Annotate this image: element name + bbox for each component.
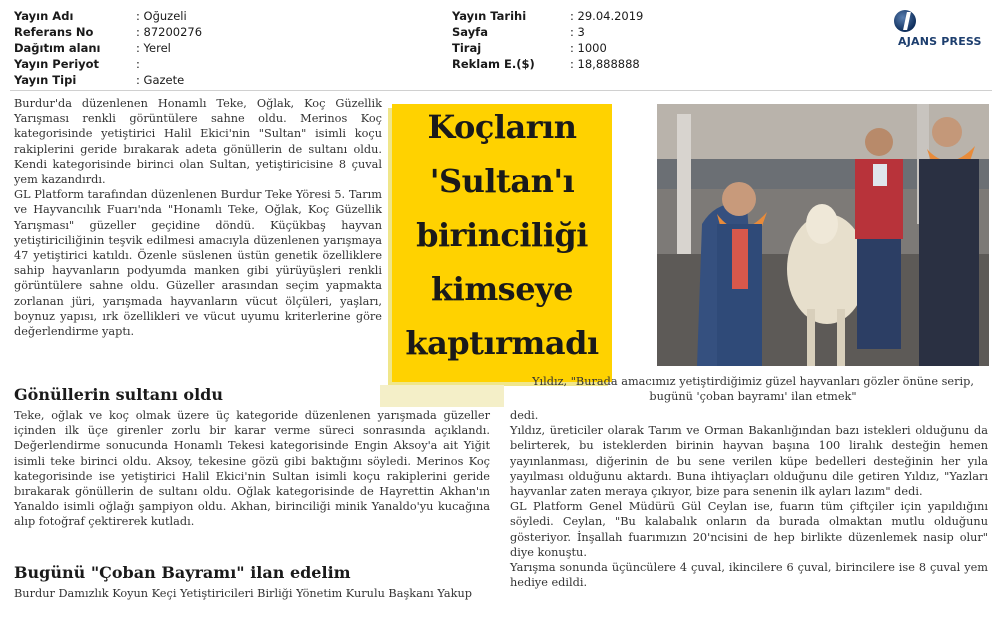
paragraph: Yıldız, üreticiler olarak Tarım ve Orman Bakanlığından bazı istekleri olduğunu da belirterek, bu isteklerden birinin hayvan başına 100 liralık desteğin hemen yayınlanması, diğerinin de bu sene verilen küpe bedelleri desteğinin her yıla yayılması olduğunu aktardı. Buna ihtiyaçları olduğunu dile getiren Yıldız, "Yazları hayvanlar zaten meraya çıkıyor, bize para senenin ilk ayları lazım" dedi. bbox=[510, 424, 988, 499]
meta-key: Tiraj bbox=[452, 41, 482, 55]
meta-row bbox=[452, 56, 643, 72]
paragraph: Teke, oğlak ve koç olmak üzere üç kategoride düzenlenen yarışmada güzeller içinden ilk üçe girenler zorlu bir karar verme süreci sonrasında açıklandı. Değerlendirme sonucunda Honamlı Tekesi kategorisinde Engin Aksoy'a ait Yiğit isimli teke birinci oldu. Aksoy, tekesine gözü gibi baktığını söyledi. Merinos Koç kategorisinde ise yetiştirici Halil Ekici'nin Sultan isimli koçu rakiplerini geride bırakarak gönüllerin de sultanı oldu. Oğlak kategorisinde de Hayrettin Akhan'ın Yanaldo isimli oğlağı şampiyon oldu. Akhan, birinciliği minik Yanaldo'yu kucağına alıp fotoğraf çektirerek kutladı. bbox=[14, 409, 490, 529]
photo-caption: Yıldız, "Burada amacımız yetiştirdiğimiz güzel hayvanları gözler önüne serip, bugünü 'çoban bayramı' ilan etmek" bbox=[532, 375, 974, 404]
article-photo bbox=[657, 104, 989, 366]
meta-value: : Oğuzeli bbox=[136, 9, 187, 23]
meta-row bbox=[14, 8, 202, 24]
ajans-press-logo bbox=[888, 8, 992, 48]
meta-value: : 1000 bbox=[570, 41, 607, 55]
meta-key: Yayın Adı bbox=[14, 9, 74, 23]
paragraph-continued: Burdur Damızlık Koyun Keçi Yetiştiricileri Birliği Yönetim Kurulu Başkanı Yakup bbox=[14, 587, 472, 600]
paragraph: GL Platform tarafından düzenlenen Burdur Teke Yöresi 5. Tarım ve Hayvancılık Fuarı'nda "Honamlı Teke, Oğlak, Koç Güzellik Yarışması" güzeller geçidine döndü. Küçükbaş hayvan yetiştiriciliğinin teşvik edilmesi amacıyla düzenlenen yarışmaya 47 yetiştirici katıldı. Özenle süslenen üstün genetik özelliklere sahip hayvanların podyumda manken gibi yürüyüşleri renkli görüntülere sahne oldu. Güzeller arasından seçim yapmakta zorlanan jüri, yarışmada hayvanların vücut ölçüleri, yaşları, boynuz yapısı, ırk özellikleri ve vücut uyumu kriterlerine göre değerlendirme yaptı. bbox=[14, 188, 382, 339]
article-column-right bbox=[510, 408, 988, 590]
photo-illustration bbox=[657, 104, 989, 366]
meta-row bbox=[14, 40, 202, 56]
meta-key: Sayfa bbox=[452, 25, 488, 39]
headline-line: kimseye bbox=[430, 270, 573, 308]
meta-row bbox=[452, 24, 643, 40]
meta-row bbox=[452, 40, 643, 56]
meta-value: : 18,888888 bbox=[570, 57, 640, 71]
headline-line: Koçların bbox=[427, 108, 577, 146]
meta-key: Reklam E.($) bbox=[452, 57, 535, 71]
headline-box bbox=[392, 104, 612, 382]
meta-key: Referans No bbox=[14, 25, 94, 39]
paragraph: GL Platform Genel Müdürü Gül Ceylan ise, fuarın tüm çiftçiler için yapıldığını söyledi. Ceylan, "Bu kalabalık onların da burada olmaktan mutlu olduğunu gösteriyor. İnşallah fuarımızın 20'ncisini de hep birlikte düzenlemek nasip olur" diye konuştu. bbox=[510, 500, 988, 559]
meta-row bbox=[14, 24, 202, 40]
headline-line: 'Sultan'ı bbox=[429, 162, 575, 200]
logo-globe-icon bbox=[894, 10, 916, 32]
meta-key: Yayın Periyot bbox=[14, 57, 100, 71]
meta-value: : 3 bbox=[570, 25, 585, 39]
meta-key: Yayın Tarihi bbox=[452, 9, 527, 23]
subheading: Bugünü "Çoban Bayramı" ilan edelim bbox=[14, 563, 351, 582]
meta-row bbox=[14, 56, 202, 72]
publication-meta-left bbox=[14, 8, 202, 88]
headline-line: birinciliği bbox=[416, 216, 588, 254]
meta-key: Dağıtım alanı bbox=[14, 41, 101, 55]
logo-text: AJANS PRESS bbox=[898, 35, 982, 48]
meta-value: : 29.04.2019 bbox=[570, 9, 644, 23]
header-divider bbox=[10, 90, 992, 91]
meta-row bbox=[452, 8, 643, 24]
headline-line: kaptırmadı bbox=[405, 324, 599, 362]
publication-meta-right bbox=[452, 8, 643, 72]
meta-key: Yayın Tipi bbox=[14, 73, 77, 87]
meta-value: : bbox=[136, 57, 140, 71]
article-column-1-wide bbox=[14, 408, 490, 530]
paragraph: Yarışma sonunda üçüncülere 4 çuval, ikincilere 6 çuval, birincilere ise 8 çuval yem hediye edildi. bbox=[510, 561, 988, 590]
article-column-1 bbox=[14, 96, 382, 339]
meta-value: : Yerel bbox=[136, 41, 171, 55]
headline-shadow-strip bbox=[380, 385, 504, 407]
paragraph: dedi. bbox=[510, 409, 539, 422]
meta-row bbox=[14, 72, 202, 88]
subheading: Gönüllerin sultanı oldu bbox=[14, 385, 223, 404]
meta-value: : Gazete bbox=[136, 73, 185, 87]
meta-value: : 87200276 bbox=[136, 25, 203, 39]
paragraph: Burdur'da düzenlenen Honamlı Teke, Oğlak, Koç Güzellik Yarışması renkli görüntülere sahne oldu. Merinos Koç kategorisinde yetiştirici Halil Ekici'nin "Sultan" isimli koçu rakiplerini geride bırakarak adeta gönüllerin de sultanı oldu. Kendi kategorisinde birinci olan Sultan, yetiştiricisine 8 çuval yem kazandırdı. bbox=[14, 97, 382, 187]
